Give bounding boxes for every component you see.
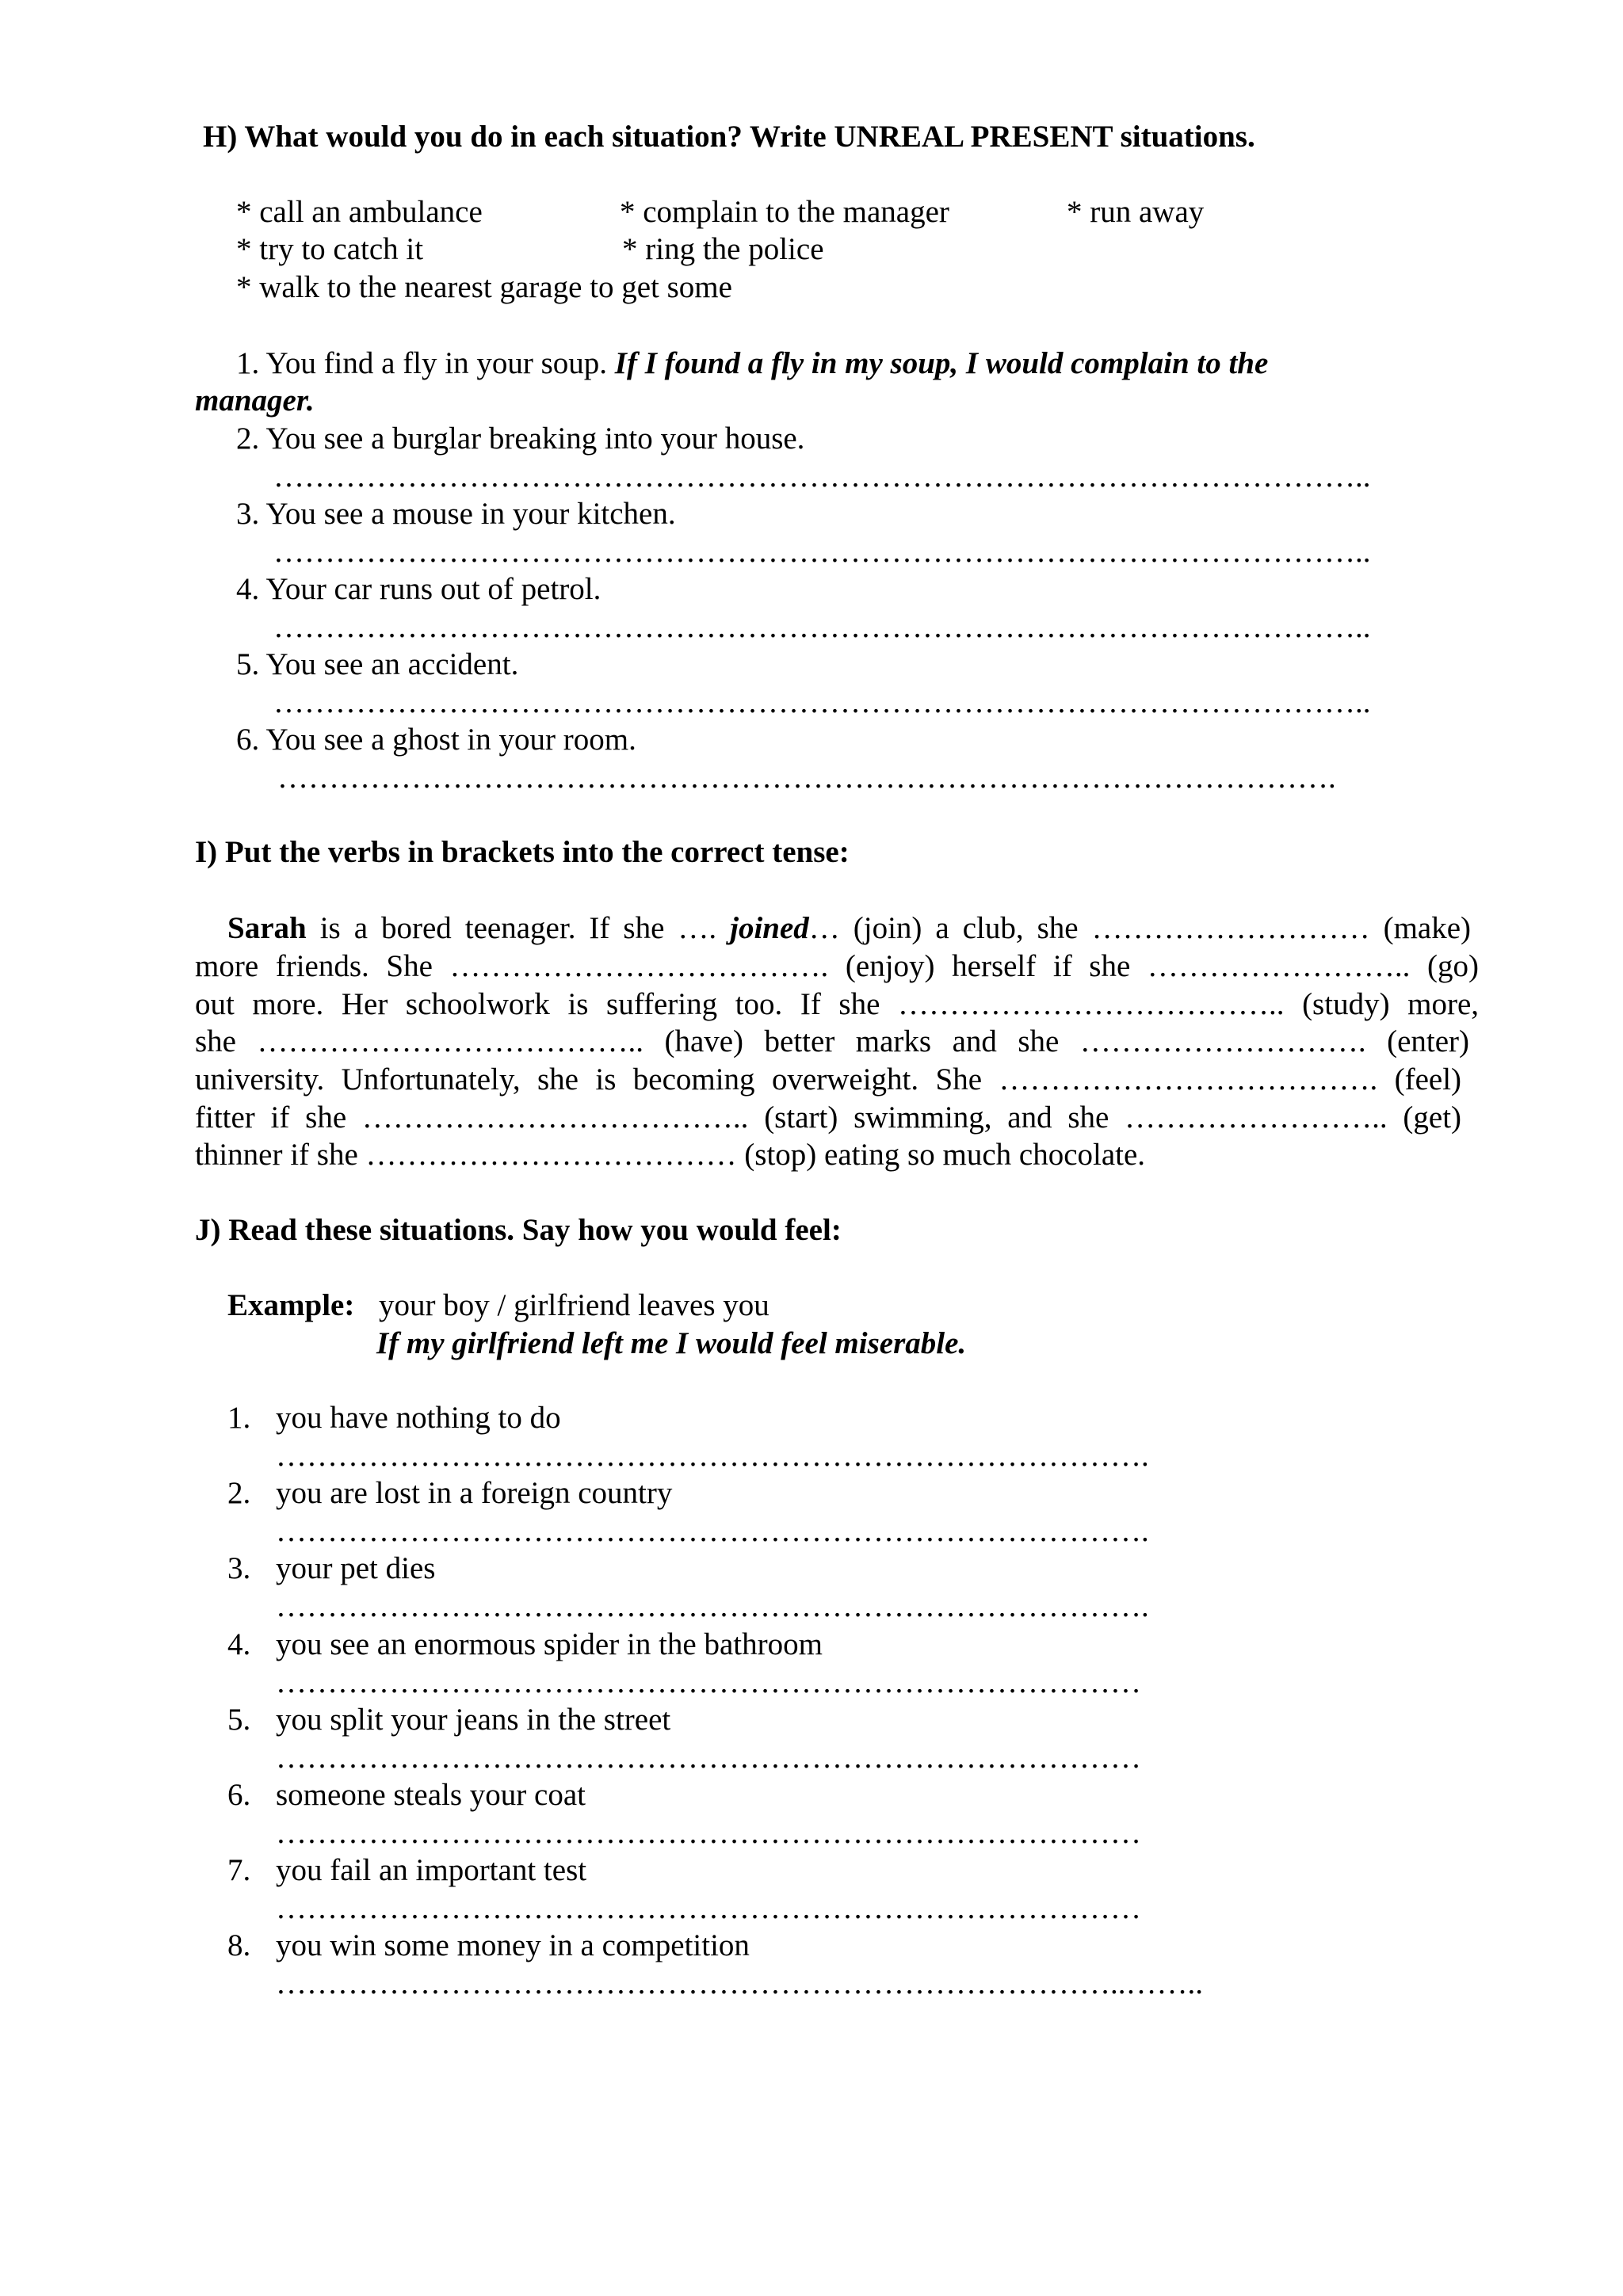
situation-answer-line: …………………………………………………………………………. (276, 1514, 1149, 1548)
option-try-catch: * try to catch it (236, 232, 424, 266)
section-i-heading: I) Put the verbs in brackets into the correct tense: (195, 835, 850, 869)
situation-number: 1. (227, 1401, 251, 1435)
paragraph-line-7: thinner if she ……………………………… (stop) eating so much chocolate. (195, 1138, 1146, 1172)
situation-number: 7. (227, 1853, 251, 1887)
example-line-1 (236, 348, 1268, 379)
paragraph-text: (have) better marks and she ………………………. (664, 1024, 1366, 1058)
section-h-heading: H) What would you do in each situation? Write UNREAL PRESENT situations. (203, 120, 1255, 154)
h-item-5: 5. You see an accident. (236, 647, 519, 681)
situation-number: 8. (227, 1928, 251, 1962)
situation-answer-line: ………………………………………………………………………… (276, 1891, 1141, 1925)
paragraph-line-6 (195, 1102, 1461, 1133)
situation-answer-line: ………………………………………………………………………… (276, 1741, 1141, 1775)
situation-text: you split your jeans in the street (276, 1703, 671, 1737)
situation-answer-line: …………………………………………………………………………. (276, 1439, 1149, 1473)
example-label: Example: (227, 1288, 355, 1322)
example-feeling: If my girlfriend left me I would feel miserable. (376, 1326, 967, 1360)
situation-number: 6. (227, 1778, 251, 1812)
paragraph-text: (enter) (1387, 1024, 1469, 1058)
paragraph-text: ………………………………. (999, 1062, 1378, 1097)
paragraph-line-5 (195, 1064, 1461, 1095)
example-prompt: 1. You find a fly in your soup. (236, 346, 608, 380)
paragraph-text: out more. Her schoolwork is suffering too. If she (195, 987, 880, 1021)
paragraph-line-3 (195, 989, 1479, 1020)
situation-number: 4. (227, 1627, 251, 1661)
paragraph-text: (feel) (1394, 1062, 1462, 1097)
paragraph-text: (enjoy) herself if she …………………….. (845, 949, 1411, 983)
example-situation: your boy / girlfriend leaves you (379, 1288, 769, 1322)
situation-answer-line: ………………………………………………………………………… (276, 1665, 1141, 1699)
paragraph-text: … (join) a club, she ……………………… (808, 911, 1370, 945)
situation-number: 3. (227, 1551, 251, 1585)
paragraph-line-1 (227, 913, 1471, 944)
paragraph-text: ……………………………….. (897, 987, 1285, 1021)
situation-text: someone steals your coat (276, 1778, 586, 1812)
situation-text: you have nothing to do (276, 1401, 561, 1435)
situation-answer-line: ………………………………………………………………………..…….. (276, 1966, 1203, 2000)
option-run-away: * run away (1067, 195, 1205, 229)
h-answer-line-2: …………………………………………………………………………………………….. (273, 460, 1371, 494)
situation-number: 2. (227, 1476, 251, 1510)
h-answer-line-4: …………………………………………………………………………………………….. (273, 610, 1371, 644)
paragraph-text: she ……………………………….. (195, 1024, 643, 1058)
option-complain-manager: * complain to the manager (620, 195, 949, 229)
h-item-2: 2. You see a burglar breaking into your house. (236, 421, 805, 456)
h-item-3: 3. You see a mouse in your kitchen. (236, 497, 676, 531)
paragraph-text: (study) more, (1302, 987, 1480, 1021)
example-answer-cont: manager. (195, 383, 315, 418)
paragraph-line-2 (195, 951, 1479, 982)
situation-text: you fail an important test (276, 1853, 587, 1887)
option-call-ambulance: * call an ambulance (236, 195, 483, 229)
h-answer-line-6: …………………………………………………………………………………………. (277, 761, 1336, 795)
paragraph-name: Sarah (227, 911, 307, 945)
situation-answer-line: …………………………………………………………………………. (276, 1589, 1149, 1623)
paragraph-line-4 (195, 1026, 1469, 1057)
paragraph-text: (start) swimming, and she …………………….. (764, 1100, 1388, 1135)
paragraph-text: fitter if she ……………………………….. (195, 1100, 749, 1135)
example-verb: joined (730, 911, 809, 945)
paragraph-text: (go) (1427, 949, 1480, 983)
paragraph-text: more friends. She ………………………………. (195, 949, 829, 983)
section-j-heading: J) Read these situations. Say how you would feel: (195, 1213, 842, 1247)
situation-number: 5. (227, 1703, 251, 1737)
situation-text: you see an enormous spider in the bathroom (276, 1627, 823, 1661)
example-answer: If I found a fly in my soup, I would complain to the (614, 346, 1269, 380)
paragraph-text: is a bored teenager. If she …. (306, 911, 731, 945)
option-ring-police: * ring the police (622, 232, 824, 266)
h-item-4: 4. Your car runs out of petrol. (236, 572, 601, 606)
situation-answer-line: ………………………………………………………………………… (276, 1816, 1141, 1850)
h-item-6: 6. You see a ghost in your room. (236, 723, 636, 757)
paragraph-text: university. Unfortunately, she is becoming overweight. She (195, 1062, 983, 1097)
paragraph-text: (get) (1403, 1100, 1462, 1135)
h-answer-line-5: …………………………………………………………………………………………….. (273, 685, 1371, 719)
situation-text: you are lost in a foreign country (276, 1476, 673, 1510)
situation-text: your pet dies (276, 1551, 436, 1585)
paragraph-text: (make) (1383, 911, 1472, 945)
situation-text: you win some money in a competition (276, 1928, 750, 1962)
option-walk-garage: * walk to the nearest garage to get some (236, 270, 732, 304)
h-answer-line-3: …………………………………………………………………………………………….. (273, 535, 1371, 569)
